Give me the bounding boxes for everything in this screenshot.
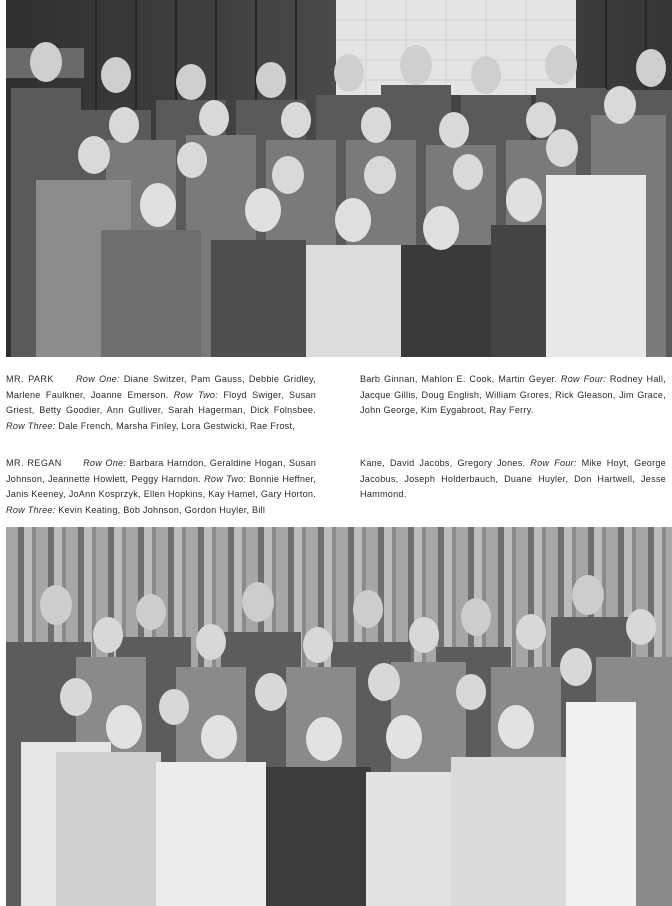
caption-park: [6, 372, 666, 432]
teacher-name: MR. REGAN: [6, 458, 62, 468]
row-label: Row Three:: [6, 420, 56, 431]
row-names: Diane Switzer, Pam Gauss, Debbie Gridley, Marlene Faulkner, Joanne Emerson.: [6, 374, 317, 400]
class-photo-regan: [6, 527, 672, 906]
row-names: Barbara Harndon, Geraldine Hogan, Susan Johnson, Jeannette Howlett, Peggy Harndon.: [6, 458, 317, 484]
caption-park-right: [360, 372, 666, 419]
row-names: Floyd Swiger, Susan Griest, Betty Goodier, Ann Gulliver, Sarah Hagerman, Dick Folnsbee.: [6, 389, 317, 415]
row-names: Kane, David Jacobs, Gregory Jones.: [360, 458, 526, 468]
caption-park-left: [6, 372, 316, 434]
row-label: Row Three:: [6, 504, 56, 515]
row-label: Row Two:: [173, 389, 219, 400]
row-label: Row Four:: [530, 458, 577, 468]
caption-regan-left: [6, 456, 316, 518]
row-names: Bonnie Heffner, Janis Keeney, JoAnn Kosprzyk, Ellen Hopkins, Kay Hamel, Gary Horton.: [6, 473, 316, 499]
row-names: Dale French, Marsha Finley, Lora Gestwicki, Rae Frost,: [58, 420, 296, 431]
row-names: Kevin Keating, Bob Johnson, Gordon Huyler, Bill: [58, 504, 266, 515]
caption-regan-right: [360, 456, 666, 503]
class-photo-park: [6, 0, 672, 357]
row-names: Mike Hoyt, George Jacobus, Joseph Holderbauch, Duane Huyler, Don Hartwell, Jesse Hammond.: [360, 458, 666, 499]
caption-regan: [6, 456, 666, 516]
row-names: Rodney Hall, Jacque Gillis, Doug English, William Grores, Rick Gleason, Jim Grace, John George, Kim Eygabroot, Ray Ferry.: [360, 374, 666, 415]
row-names: Barb Ginnan, Mahlon E. Cook, Martin Geyer.: [360, 374, 558, 384]
teacher-name: MR. PARK: [6, 374, 54, 384]
row-label: Row One:: [75, 374, 120, 384]
row-label: Row One:: [83, 458, 127, 468]
row-label: Row Two:: [204, 473, 247, 484]
row-label: Row Four:: [560, 374, 607, 384]
